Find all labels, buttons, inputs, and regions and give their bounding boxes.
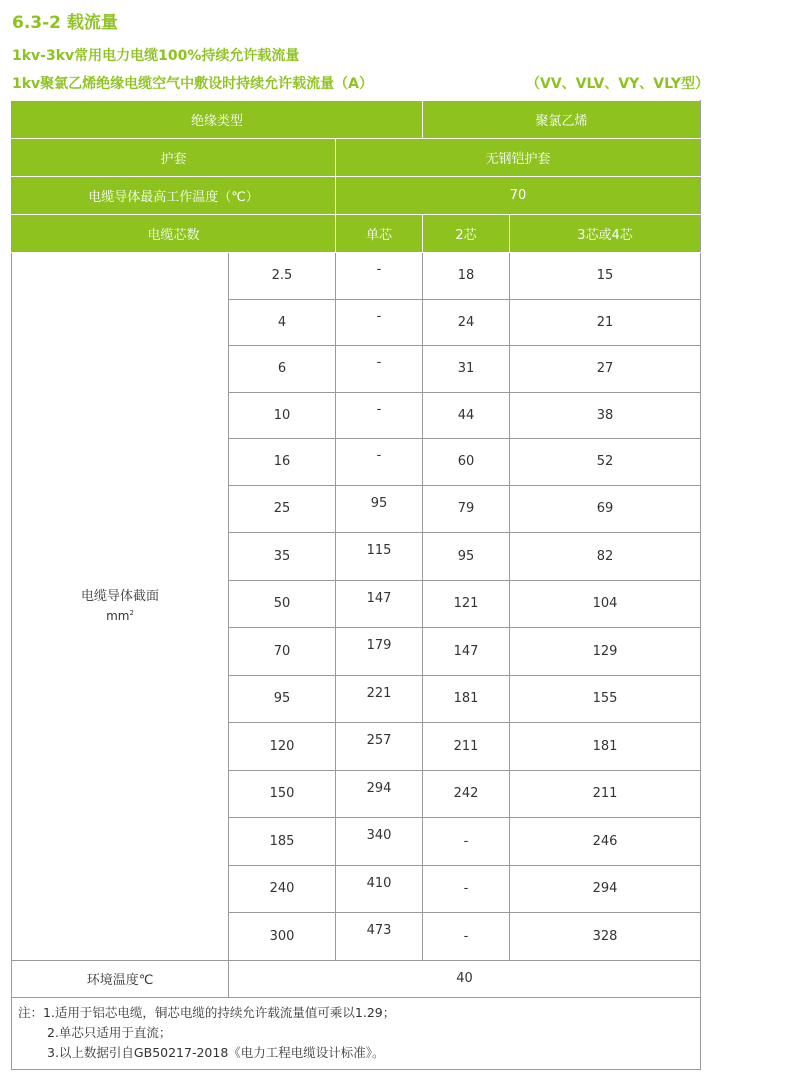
cell-two-core: 181: [423, 675, 510, 723]
cell-area: 50: [229, 580, 336, 628]
cores-row: [12, 215, 701, 253]
conductor-area-unit: [12, 605, 228, 624]
sheath-row: [12, 139, 701, 177]
notes-row: [12, 998, 701, 1070]
cell-three-four-core: 104: [510, 580, 701, 628]
max-temp-label: 电缆导体最高工作温度（℃）: [12, 177, 336, 215]
cell-two-core: 211: [423, 723, 510, 771]
cell-single-core: 410: [336, 865, 423, 913]
cable-types-label: （VV、VLV、VY、VLY型）: [526, 76, 710, 92]
cores-label: 电缆芯数: [12, 215, 336, 253]
insulation-label: 绝缘类型: [12, 101, 423, 139]
cell-area: 300: [229, 913, 336, 961]
cell-area: 6: [229, 346, 336, 393]
cell-single-core: 147: [336, 580, 423, 628]
cell-area: 2.5: [229, 253, 336, 300]
cell-three-four-core: 129: [510, 628, 701, 676]
cell-two-core: 95: [423, 533, 510, 581]
cell-three-four-core: 294: [510, 865, 701, 913]
insulation-row: [12, 101, 701, 139]
cell-area: 4: [229, 299, 336, 346]
cell-area: 120: [229, 723, 336, 771]
cell-two-core: -: [423, 865, 510, 913]
cell-single-core: -: [336, 299, 423, 346]
cell-single-core: -: [336, 253, 423, 300]
sheath-value: 无钢铠护套: [336, 139, 701, 177]
insulation-value: 聚氯乙烯: [423, 101, 701, 139]
cell-three-four-core: 15: [510, 253, 701, 300]
cell-three-four-core: 52: [510, 439, 701, 486]
cell-single-core: 221: [336, 675, 423, 723]
unit-superscript: 2: [129, 608, 134, 617]
cell-two-core: 121: [423, 580, 510, 628]
cell-single-core: 115: [336, 533, 423, 581]
cell-three-four-core: 328: [510, 913, 701, 961]
cell-area: 185: [229, 818, 336, 866]
cell-two-core: 147: [423, 628, 510, 676]
cell-three-four-core: 38: [510, 392, 701, 439]
ampacity-table: [11, 100, 701, 1070]
cores-single: 单芯: [336, 215, 423, 253]
cores-three-four: 3芯或4芯: [510, 215, 701, 253]
cell-three-four-core: 211: [510, 770, 701, 818]
ambient-value: 40: [229, 960, 701, 998]
cell-two-core: 44: [423, 392, 510, 439]
max-temp-value: 70: [336, 177, 701, 215]
ambient-label: 环境温度℃: [12, 960, 229, 998]
notes: [12, 998, 701, 1070]
cell-two-core: -: [423, 913, 510, 961]
ambient-row: [12, 960, 701, 998]
cell-area: 95: [229, 675, 336, 723]
unit-text: mm: [106, 608, 130, 623]
cell-single-core: -: [336, 346, 423, 393]
note-line: 注：1.适用于铝芯电缆，铜芯电缆的持续允许载流量值可乘以1.29；: [18, 1005, 396, 1020]
conductor-area-label: [12, 253, 229, 961]
cell-two-core: 242: [423, 770, 510, 818]
cell-two-core: 79: [423, 485, 510, 533]
max-temp-row: [12, 177, 701, 215]
note-line: 3.以上数据引自GB50217-2018《电力工程电缆设计标准》。: [47, 1045, 385, 1060]
cell-single-core: 179: [336, 628, 423, 676]
cell-single-core: 257: [336, 723, 423, 771]
cell-area: 70: [229, 628, 336, 676]
cell-three-four-core: 21: [510, 299, 701, 346]
cell-area: 10: [229, 392, 336, 439]
cell-single-core: 294: [336, 770, 423, 818]
cell-three-four-core: 82: [510, 533, 701, 581]
cell-two-core: -: [423, 818, 510, 866]
note-line: 2.单芯只适用于直流；: [47, 1025, 172, 1040]
conductor-area-text: 电缆导体截面: [80, 588, 159, 604]
cell-area: 25: [229, 485, 336, 533]
cell-three-four-core: 69: [510, 485, 701, 533]
cell-three-four-core: 155: [510, 675, 701, 723]
cell-two-core: 18: [423, 253, 510, 300]
cell-two-core: 31: [423, 346, 510, 393]
cell-single-core: 340: [336, 818, 423, 866]
sheath-label: 护套: [12, 139, 336, 177]
cell-single-core: -: [336, 439, 423, 486]
cell-three-four-core: 246: [510, 818, 701, 866]
table-caption: 1kv聚氯乙烯绝缘电缆空气中敷设时持续允许载流量（A）: [12, 76, 374, 92]
table-subtitle: 1kv-3kv常用电力电缆100%持续允许载流量: [12, 48, 300, 64]
cell-area: 35: [229, 533, 336, 581]
table-row: [12, 253, 701, 300]
cell-three-four-core: 27: [510, 346, 701, 393]
cell-single-core: 473: [336, 913, 423, 961]
cell-two-core: 60: [423, 439, 510, 486]
cell-area: 16: [229, 439, 336, 486]
cores-two: 2芯: [423, 215, 510, 253]
cell-two-core: 24: [423, 299, 510, 346]
cell-area: 150: [229, 770, 336, 818]
cell-three-four-core: 181: [510, 723, 701, 771]
cell-single-core: -: [336, 392, 423, 439]
section-title: 6.3-2 载流量: [12, 13, 118, 33]
cell-area: 240: [229, 865, 336, 913]
cell-single-core: 95: [336, 485, 423, 533]
